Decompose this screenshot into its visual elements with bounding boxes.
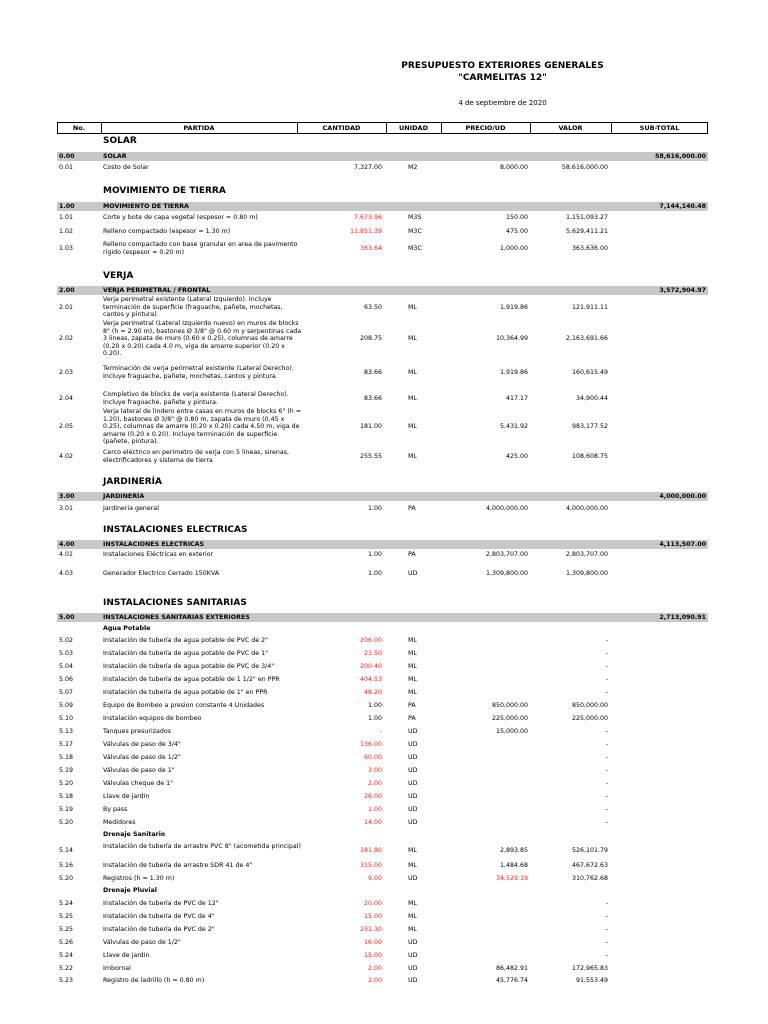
- item-quantity: 48.20: [363, 689, 382, 696]
- item-quantity: 1.00: [367, 715, 382, 722]
- item-quantity: 2.00: [367, 780, 382, 787]
- item-number: 5.13: [59, 728, 74, 735]
- item-unit-price: 1,919.86: [499, 303, 528, 311]
- section-title-text: INSTALACIONES SANITARIAS: [103, 598, 247, 608]
- item-description: Verja lateral de lindero entre casas en muros de blocks 6" (h = 1.20), bastones Ø 3/8" @ 0.80 m, zapata de muro (0.45 x 0.25), columnas de amarre (0.20 x 0.20) cada 4.50 m, viga de amarre (0.20 x 0.20). Incluye terminación de superficie (pañete, pintura).: [103, 408, 302, 445]
- item-quantity: 7,327.00: [353, 164, 382, 171]
- item-description: Llave de jardin: [103, 793, 150, 800]
- item-unit: ML: [408, 676, 417, 683]
- section-title-text: INSTALACIONES ELECTRICAS: [103, 525, 248, 535]
- item-quantity: 60.00: [363, 754, 382, 761]
- item-description: Instalación de tubería de arrastre SDR 41 de 4": [103, 862, 253, 869]
- item-quantity: 315.00: [359, 862, 382, 869]
- item-unit: UD: [408, 939, 418, 946]
- item-description: Relleno compactado (espesor = 1.30 m): [103, 228, 231, 235]
- item-unit: M3C: [408, 244, 422, 252]
- item-unit: M2: [408, 164, 418, 171]
- group-header-row: [57, 540, 708, 549]
- item-description: Instalación de tubería de PVC de 12": [103, 900, 219, 907]
- item-unit-price: 15,000.00: [495, 728, 528, 735]
- group-name: MOVIMIENTO DE TIERRA: [103, 203, 189, 210]
- item-number: 5.09: [59, 702, 74, 709]
- item-number: 0.00: [59, 153, 75, 160]
- column-cantidad: CANTIDAD: [322, 124, 361, 132]
- item-value: -: [605, 754, 608, 761]
- item-unit-price: 45,776.74: [495, 977, 528, 984]
- item-description: Imbornal: [103, 965, 131, 972]
- item-description: Instalación de tubería de arrastre PVC 8" (acometida principal): [103, 843, 301, 850]
- item-unit-price: 225,000.00: [491, 715, 528, 722]
- item-description: Cerco eléctrico en perimetro de verja con 5 lineas, sirenas, electrificadores y sistema de tierra: [103, 449, 289, 464]
- item-description: Tanques presurizados: [103, 728, 172, 735]
- item-number: 5.25: [59, 926, 74, 933]
- section-title-text: MOVIMIENTO DE TIERRA: [103, 186, 226, 196]
- document-title: PRESUPUESTO EXTERIORES GENERALES: [401, 61, 604, 71]
- item-quantity: 14.00: [363, 819, 382, 826]
- item-number: 5.07: [59, 689, 74, 696]
- item-unit: ML: [408, 637, 417, 644]
- section-title-text: VERJA: [103, 271, 134, 281]
- item-unit: ML: [408, 862, 417, 869]
- item-number: 5.18: [59, 793, 74, 800]
- item-value: -: [605, 767, 608, 774]
- item-unit: ML: [408, 423, 417, 430]
- item-number: 1.01: [59, 214, 74, 221]
- item-unit: ML: [408, 663, 417, 670]
- item-unit: UD: [408, 806, 418, 813]
- item-unit: PA: [408, 702, 416, 709]
- item-unit: ML: [408, 846, 417, 854]
- item-value: 34,900.44: [575, 394, 608, 402]
- item-number: 3.01: [59, 505, 74, 512]
- item-description: Válvulas de paso de 3/4": [103, 741, 181, 748]
- item-unit: UD: [408, 754, 418, 761]
- item-value: 983,177.52: [571, 423, 608, 430]
- item-unit-price: 1,309,800.00: [485, 570, 528, 577]
- item-unit: UD: [408, 819, 418, 826]
- item-value: -: [605, 926, 608, 933]
- item-number: 5.20: [59, 819, 74, 826]
- item-value: -: [605, 900, 608, 907]
- item-description: Jardineria general: [103, 505, 159, 512]
- column-subtotal: SUB-TOTAL: [639, 124, 680, 132]
- item-number: 2.04: [59, 394, 74, 402]
- item-quantity: 231.30: [359, 926, 382, 933]
- group-name: INSTALACIONES SANITARIAS EXTERIORES: [103, 614, 250, 621]
- item-unit: PA: [408, 551, 416, 558]
- section-title-text: JARDINERÍA: [103, 477, 162, 487]
- item-quantity: 63.50: [363, 303, 382, 311]
- item-unit: UD: [408, 767, 418, 774]
- item-value: 91,553.49: [575, 977, 608, 984]
- item-quantity: 1.00: [367, 570, 382, 577]
- item-value: -: [605, 637, 608, 644]
- item-unit: ML: [408, 394, 417, 402]
- item-value: 363,636.00: [571, 244, 608, 252]
- subgroup-title: Drenaje Pluvial: [103, 887, 157, 894]
- item-unit: ML: [408, 303, 417, 311]
- group-name: INSTALACIONES ELECTRICAS: [103, 541, 205, 548]
- item-number: 2.01: [59, 303, 74, 311]
- item-unit: UD: [408, 741, 418, 748]
- item-value: 2,163,691.66: [565, 335, 608, 342]
- item-number: 2.00: [59, 287, 75, 294]
- item-description: Verja perimetral (Lateral Izquierdo nuevo) en muros de blocks 8" (h = 2.90 m), bastones Ø 3/8" @ 0.60 m y serpentinas cada 3 lineas, zapata de muro (0.60 x 0.25), columnas de amarre (0.20 x 0.20) cada 4.0 m, viga de amarre superior (0.20 x 0.20).: [103, 320, 302, 357]
- item-number: 5.19: [59, 767, 74, 774]
- item-unit: ML: [408, 452, 417, 460]
- item-quantity: 208.75: [359, 335, 382, 342]
- item-unit-price: 417.17: [505, 394, 528, 402]
- item-value: 160,615.49: [571, 368, 608, 376]
- item-description: Llave de jardin: [103, 952, 150, 959]
- group-header-row: [57, 613, 708, 622]
- item-description: Instalaciones Eléctricas en exterior: [103, 551, 214, 558]
- item-quantity: 7,673.96: [353, 214, 382, 221]
- item-unit: M3S: [408, 214, 422, 221]
- item-value: -: [605, 793, 608, 800]
- item-quantity: 404.53: [359, 676, 382, 683]
- item-value: -: [605, 913, 608, 920]
- item-value: 1,309,800.00: [565, 570, 608, 577]
- item-value: -: [605, 741, 608, 748]
- item-unit-price: 4,000,000.00: [485, 505, 528, 512]
- item-quantity: 1.00: [367, 702, 382, 709]
- item-quantity: 136.00: [359, 741, 382, 748]
- group-subtotal: 3,572,904.97: [659, 287, 706, 294]
- item-unit-price: 86,482.91: [495, 965, 528, 972]
- item-description: Instalación de tubería de agua potable de PVC de 3/4": [103, 663, 275, 670]
- item-number: 5.20: [59, 780, 74, 787]
- item-unit: ML: [408, 913, 417, 920]
- item-value: 58,616,000.00: [561, 164, 608, 171]
- item-number: 5.25: [59, 913, 74, 920]
- item-description: Generador Electrico Cerrado 150KVA: [103, 570, 220, 577]
- item-value: -: [605, 663, 608, 670]
- group-subtotal: 4,000,000.00: [659, 493, 706, 500]
- item-quantity: 83.66: [363, 368, 382, 376]
- item-quantity: 200.40: [359, 663, 382, 670]
- item-unit: ML: [408, 926, 417, 933]
- item-quantity: 2.00: [367, 977, 382, 984]
- item-number: 5.20: [59, 875, 74, 882]
- item-unit-price: 1,919.86: [499, 368, 528, 376]
- item-quantity: 20.00: [363, 900, 382, 907]
- item-value: 5,629,411.21: [565, 228, 608, 235]
- column-precio: PRECIO/UD: [465, 124, 506, 132]
- item-unit: ML: [408, 368, 417, 376]
- item-unit-price: 5,431.92: [499, 423, 528, 430]
- group-header-row: [57, 202, 708, 211]
- item-description: By pass: [103, 806, 128, 813]
- item-number: 4.00: [59, 541, 75, 548]
- item-description: Válvulas de paso de 1/2": [103, 754, 181, 761]
- item-number: 2.05: [59, 423, 74, 430]
- item-value: 526,101.79: [571, 846, 608, 854]
- item-value: -: [605, 689, 608, 696]
- item-value: -: [605, 728, 608, 735]
- item-description: Equipo de Bombeo a presion constante 4 Unidades: [103, 702, 265, 709]
- item-number: 5.00: [59, 614, 75, 621]
- item-number: 5.03: [59, 650, 74, 657]
- item-unit-price: 34,529.19: [495, 875, 528, 882]
- item-number: 5.06: [59, 676, 74, 683]
- item-quantity: 26.00: [363, 793, 382, 800]
- item-description: Verja perimetral existente (Lateral Izquierdo). Incluye terminación de superficie (fraguache, pañete, mochetas, cantos y pintura).: [103, 296, 283, 318]
- item-description: Instalación de tubería de PVC de 4": [103, 913, 215, 920]
- item-unit: UD: [408, 793, 418, 800]
- item-number: 5.16: [59, 862, 74, 869]
- item-number: 5.18: [59, 754, 74, 761]
- item-value: 2,803,707.00: [565, 551, 608, 558]
- item-unit-price: 10,364.99: [495, 335, 528, 342]
- item-unit-price: 1,484.68: [499, 862, 528, 869]
- item-quantity: 2.00: [367, 965, 382, 972]
- item-quantity: 255.55: [359, 452, 382, 460]
- item-number: 1.03: [59, 244, 74, 252]
- item-value: 4,000,000.00: [565, 505, 608, 512]
- subgroup-title: Drenaje Sanitario: [103, 831, 166, 838]
- item-number: 4.02: [59, 452, 74, 460]
- group-header-row: [57, 492, 708, 501]
- item-unit: UD: [408, 728, 418, 735]
- document-date: 4 de septiembre de 2020: [458, 99, 547, 107]
- item-number: 5.17: [59, 741, 74, 748]
- item-value: 121,911.11: [571, 303, 608, 311]
- item-description: Corte y bote de capa vegetal (espesor = 0.80 m): [103, 214, 258, 221]
- item-description: Válvulas de paso de 1/2": [103, 939, 181, 946]
- item-unit-price: 1,000.00: [499, 244, 528, 252]
- item-value: 225,000.00: [571, 715, 608, 722]
- item-unit: M3C: [408, 228, 422, 235]
- group-subtotal: 4,113,507.00: [659, 541, 706, 548]
- item-unit-price: 475.00: [505, 228, 528, 235]
- item-description: Válvulas de paso de 1": [103, 767, 175, 774]
- item-description: Completivo de blocks de verja existente (Lateral Derecho). Incluye fraguache, pañete y pintura.: [103, 391, 289, 406]
- item-number: 5.19: [59, 806, 74, 813]
- group-header-row: [57, 286, 708, 295]
- item-number: 2.02: [59, 335, 74, 342]
- item-number: 0.01: [59, 164, 74, 171]
- column-valor: VALOR: [558, 124, 583, 132]
- item-description: Relleno compactado con base granular en area de pavimento rigido (espesor = 0.20 m): [103, 241, 298, 256]
- item-number: 5.02: [59, 637, 74, 644]
- item-unit-price: 8,000.00: [499, 164, 528, 171]
- column-partida: PARTIDA: [183, 124, 215, 132]
- item-quantity: 15.00: [363, 952, 382, 959]
- item-unit: UD: [408, 780, 418, 787]
- item-quantity: -: [379, 728, 382, 735]
- item-unit: UD: [408, 570, 418, 577]
- item-unit: ML: [408, 650, 417, 657]
- group-subtotal: 58,616,000.00: [655, 153, 706, 160]
- item-number: 5.24: [59, 952, 74, 959]
- item-unit-price: 150.00: [505, 214, 528, 221]
- item-unit-price: 425.00: [505, 452, 528, 460]
- item-value: -: [605, 780, 608, 787]
- item-unit: ML: [408, 335, 417, 342]
- item-description: Registro de ladrillo (h = 0.80 m): [103, 977, 205, 984]
- item-value: -: [605, 676, 608, 683]
- item-value: 108,608.75: [571, 452, 608, 460]
- item-unit-price: 850,000.00: [491, 702, 528, 709]
- item-quantity: 15.00: [363, 913, 382, 920]
- item-number: 5.26: [59, 939, 74, 946]
- item-quantity: 363.64: [359, 244, 382, 252]
- item-number: 2.03: [59, 368, 74, 376]
- item-unit: UD: [408, 977, 418, 984]
- item-number: 5.22: [59, 965, 74, 972]
- item-description: Instalación equipos de bombeo: [103, 715, 202, 722]
- item-unit: PA: [408, 505, 416, 512]
- item-number: 3.00: [59, 493, 75, 500]
- item-description: Instalación de tubería de agua potable de 1" en PPR: [103, 689, 268, 696]
- item-value: -: [605, 650, 608, 657]
- group-name: JARDINERÍA: [103, 493, 145, 500]
- item-number: 1.00: [59, 203, 75, 210]
- item-description: Medidores: [103, 819, 136, 826]
- item-value: -: [605, 939, 608, 946]
- item-unit-price: 2,893.85: [499, 846, 528, 854]
- item-description: Instalación de tubería de agua potable de PVC de 2": [103, 637, 269, 644]
- item-quantity: 181.80: [359, 846, 382, 854]
- item-value: -: [605, 819, 608, 826]
- item-value: 310,762.68: [571, 875, 608, 882]
- item-unit: UD: [408, 875, 418, 882]
- group-subtotal: 2,713,090.91: [659, 614, 706, 621]
- item-unit: ML: [408, 900, 417, 907]
- item-value: 467,672.63: [571, 862, 608, 869]
- item-number: 5.10: [59, 715, 74, 722]
- item-number: 5.04: [59, 663, 74, 670]
- item-number: 5.23: [59, 977, 74, 984]
- item-number: 4.01: [59, 551, 74, 558]
- item-quantity: 1.00: [367, 806, 382, 813]
- item-quantity: 16.00: [363, 939, 382, 946]
- item-quantity: 83.66: [363, 394, 382, 402]
- group-subtotal: 7,144,140.48: [659, 203, 706, 210]
- item-quantity: 1.00: [367, 505, 382, 512]
- item-number: 5.24: [59, 900, 74, 907]
- item-description: Costo de Solar: [103, 164, 149, 171]
- section-title-text: SOLAR: [103, 136, 137, 146]
- item-quantity: 206.00: [359, 637, 382, 644]
- item-value: 172,965.83: [571, 965, 608, 972]
- item-unit-price: 2,803,707.00: [485, 551, 528, 558]
- project-name: "CARMELITAS 12": [458, 73, 547, 83]
- item-number: 1.02: [59, 228, 74, 235]
- item-unit: ML: [408, 689, 417, 696]
- item-quantity: 181.00: [359, 423, 382, 430]
- group-name: VERJA PERIMETRAL / FRONTAL: [103, 287, 211, 294]
- item-quantity: 3.00: [367, 767, 382, 774]
- column-unidad: UNIDAD: [399, 124, 428, 132]
- item-description: Registros (h = 1.30 m): [103, 875, 175, 882]
- item-quantity: 9.00: [367, 875, 382, 882]
- item-value: 1,151,093.27: [565, 214, 608, 221]
- group-name: SOLAR: [103, 153, 127, 160]
- item-quantity: 1.00: [367, 551, 382, 558]
- item-value: -: [605, 806, 608, 813]
- item-quantity: 11,851.39: [349, 228, 382, 235]
- subgroup-title: Agua Potable: [103, 625, 151, 632]
- item-unit: UD: [408, 965, 418, 972]
- item-description: Válvulas cheque de 1": [103, 780, 174, 787]
- item-quantity: 21.50: [363, 650, 382, 657]
- column-no: No.: [72, 124, 86, 132]
- item-value: -: [605, 952, 608, 959]
- item-description: Instalación de tubería de PVC de 2": [103, 926, 215, 933]
- item-description: Instalación de tubería de agua potable de 1 1/2" en PPR: [103, 676, 280, 683]
- item-unit: UD: [408, 952, 418, 959]
- item-description: Instalación de tubería de agua potable de PVC de 1": [103, 650, 269, 657]
- group-header-row: [57, 152, 708, 161]
- item-description: Terminación de verja perimetral existente (Lateral Derecho). Incluye fraguache, pañete, mochetas, cantos y pintura.: [103, 365, 294, 380]
- item-value: 850,000.00: [571, 702, 608, 709]
- item-unit: PA: [408, 715, 416, 722]
- item-number: 5.14: [59, 846, 74, 854]
- item-number: 4.03: [59, 570, 74, 577]
